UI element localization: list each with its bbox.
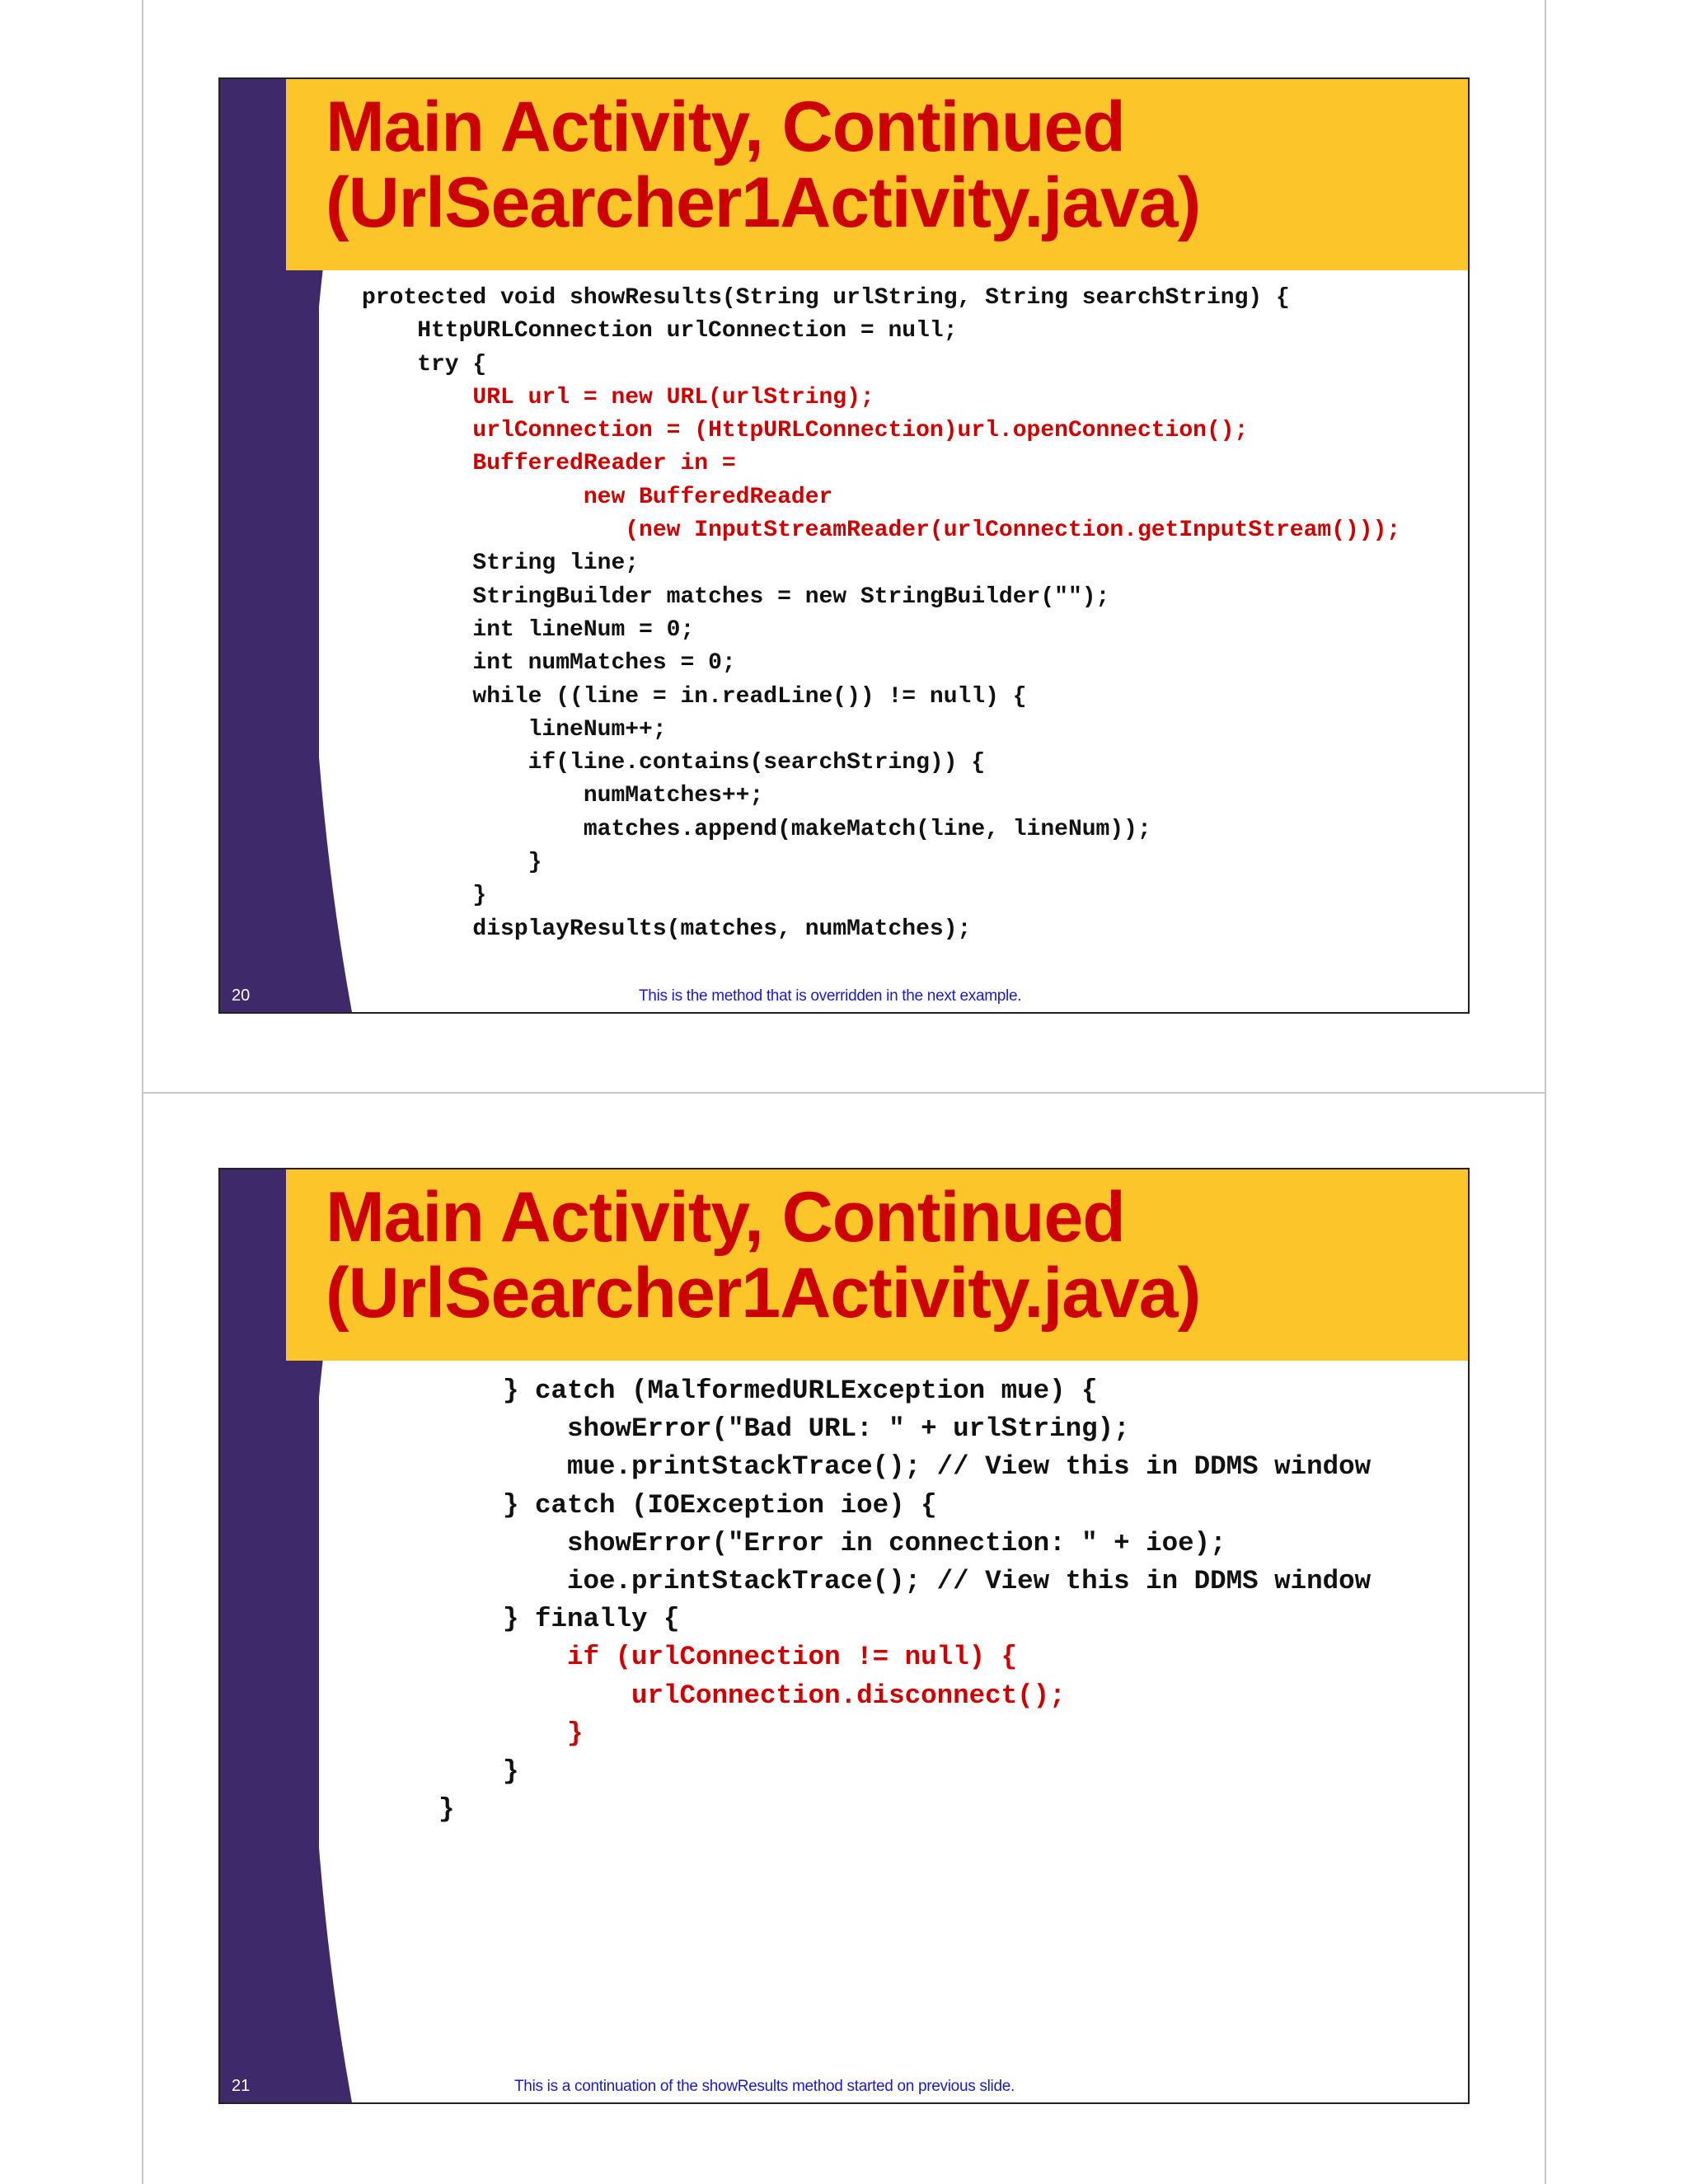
slide-21 <box>218 1168 1470 2104</box>
code-line: int lineNum = 0; <box>472 616 695 643</box>
slide-number: 21 <box>232 2077 251 2095</box>
code-line: numMatches++; <box>583 783 764 809</box>
code-line: int numMatches = 0; <box>472 650 736 677</box>
title-line-2: (UrlSearcher1Activity.java) <box>326 163 1201 242</box>
code-line: if (urlConnection != null) { <box>567 1642 1018 1673</box>
code-block <box>362 282 1400 946</box>
slide-note: This is a continuation of the showResults method started on previous slide. <box>514 2078 1015 2095</box>
code-line: lineNum++; <box>528 716 667 743</box>
code-line: matches.append(makeMatch(line, lineNum)); <box>583 816 1151 842</box>
code-line: new BufferedReader <box>583 484 833 510</box>
code-line: HttpURLConnection urlConnection = null; <box>417 318 958 344</box>
code-line: while ((line = in.readLine()) != null) { <box>472 683 1027 710</box>
slide-title <box>326 1179 1200 1331</box>
code-line: urlConnection.disconnect(); <box>631 1680 1066 1711</box>
slide-note: This is the method that is overridden in the next example. <box>639 987 1022 1005</box>
code-line: String line; <box>472 551 640 577</box>
code-line: } catch (MalformedURLException mue) { <box>503 1376 1098 1406</box>
code-line: urlConnection = (HttpURLConnection)url.openConnection(); <box>472 418 1249 444</box>
slide-20 <box>218 77 1470 1014</box>
code-line: } <box>438 1794 455 1825</box>
title-line-1: Main Activity, Continued <box>326 87 1125 166</box>
code-line: } <box>503 1756 519 1788</box>
code-line: } catch (IOException ioe) { <box>503 1489 937 1521</box>
code-line: protected void showResults(String urlString, String searchString) { <box>362 285 1290 311</box>
code-line: ioe.printStackTrace(); // View this in DDMS window <box>567 1566 1372 1597</box>
code-line: displayResults(matches, numMatches); <box>472 916 972 942</box>
code-line: URL url = new URL(urlString); <box>472 384 874 410</box>
code-line: } <box>528 850 542 876</box>
code-line: showError("Error in connection: " + ioe); <box>567 1527 1226 1558</box>
code-line: BufferedReader in = <box>472 451 736 477</box>
code-line: try { <box>417 351 487 377</box>
title-line-2: (UrlSearcher1Activity.java) <box>326 1254 1201 1333</box>
code-line: if(line.contains(searchString)) { <box>528 750 986 776</box>
code-block <box>438 1372 1371 1829</box>
slide-number: 20 <box>232 987 251 1005</box>
code-line: } <box>567 1718 584 1749</box>
title-line-1: Main Activity, Continued <box>326 1178 1125 1257</box>
code-line: } finally { <box>503 1604 680 1635</box>
slide-title <box>326 89 1200 241</box>
code-line: } <box>472 883 487 909</box>
code-line: StringBuilder matches = new StringBuilder(""); <box>472 583 1110 610</box>
code-line: mue.printStackTrace(); // View this in DDMS window <box>567 1451 1372 1483</box>
code-line: showError("Bad URL: " + urlString); <box>567 1413 1130 1445</box>
code-line: (new InputStreamReader(urlConnection.getInputStream())); <box>625 518 1401 544</box>
page-divider <box>142 1092 1546 1094</box>
